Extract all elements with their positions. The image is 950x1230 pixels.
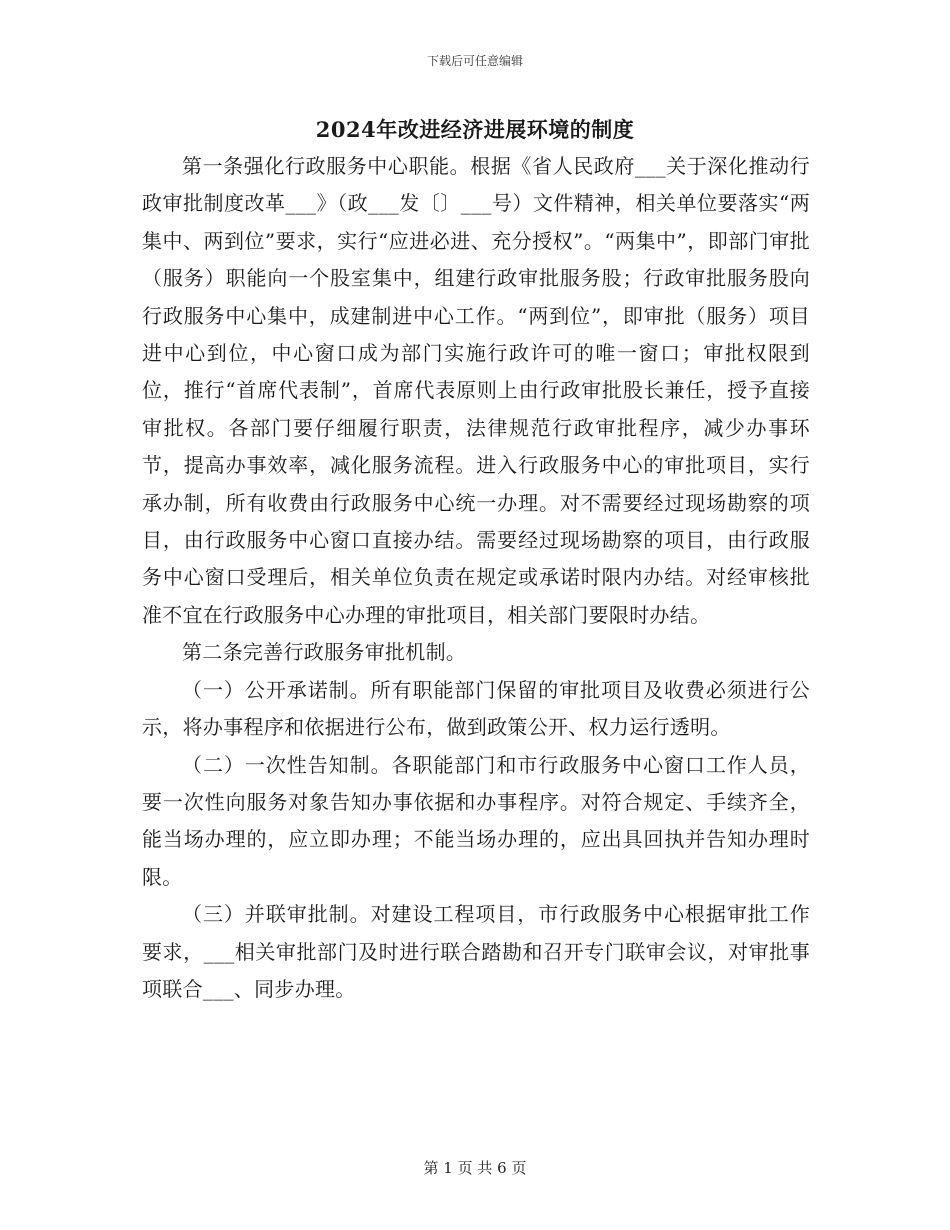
document-title: 2024年改进经济进展环境的制度 (315, 117, 635, 142)
page-number-footer: 第 1 页 共 6 页 (423, 1159, 527, 1177)
paragraph-article-1: 第一条强化行政服务中心职能。根据《省人民政府___关于深化推动行政审批制度改革___》（政___发〔〕___号）文件精神，相关单位要落实“两集中、两到位”要求，实行“应进必进、充分授权”。“两集中”，即部门审批（服务）职能向一个股室集中，组建行政审批服务股；行政审批服务股向行政服务中心集中，成建制进中心工作。“两到位”，即审批（服务）项目进中心到位，中心窗口成为部门实施行政许可的唯一窗口；审批权限到位，推行“首席代表制”，首席代表原则上由行政审批股长兼任，授予直接审批权。各部门要仔细履行职责，法律规范行政审批程序，减少办事环节，提高办事效率，减化服务流程。进入行政服务中心的审批项目，实行承办制，所有收费由行政服务中心统一办理。对不需要经过现场勘察的项目，由行政服务中心窗口直接办结。需要经过现场勘察的项目，由行政服务中心窗口受理后，相关单位负责在规定或承诺时限内办结。对经审核批准不宜在行政服务中心办理的审批项目，相关部门要限时办结。 (142, 154, 810, 627)
paragraph-item-2: （二）一次性告知制。各职能部门和市行政服务中心窗口工作人员，要一次性向服务对象告知办事依据和办事程序。对符合规定、手续齐全，能当场办理的，应立即办理；不能当场办理的，应出具回执并告知办理时限。 (142, 752, 810, 889)
paragraph-item-3: （三）并联审批制。对建设工程项目，市行政服务中心根据审批工作要求，___相关审批部门及时进行联合踏勘和召开专门联审会议，对审批事项联合___、同步办理。 (142, 902, 810, 1001)
paragraph-article-2: 第二条完善行政服务审批机制。 (182, 640, 467, 665)
paragraph-item-1: （一）公开承诺制。所有职能部门保留的审批项目及收费必须进行公示，将办事程序和依据进行公布，做到政策公开、权力运行透明。 (142, 677, 810, 740)
document-body (142, 148, 810, 1008)
page-header-note: 下载后可任意编辑 (426, 54, 523, 68)
